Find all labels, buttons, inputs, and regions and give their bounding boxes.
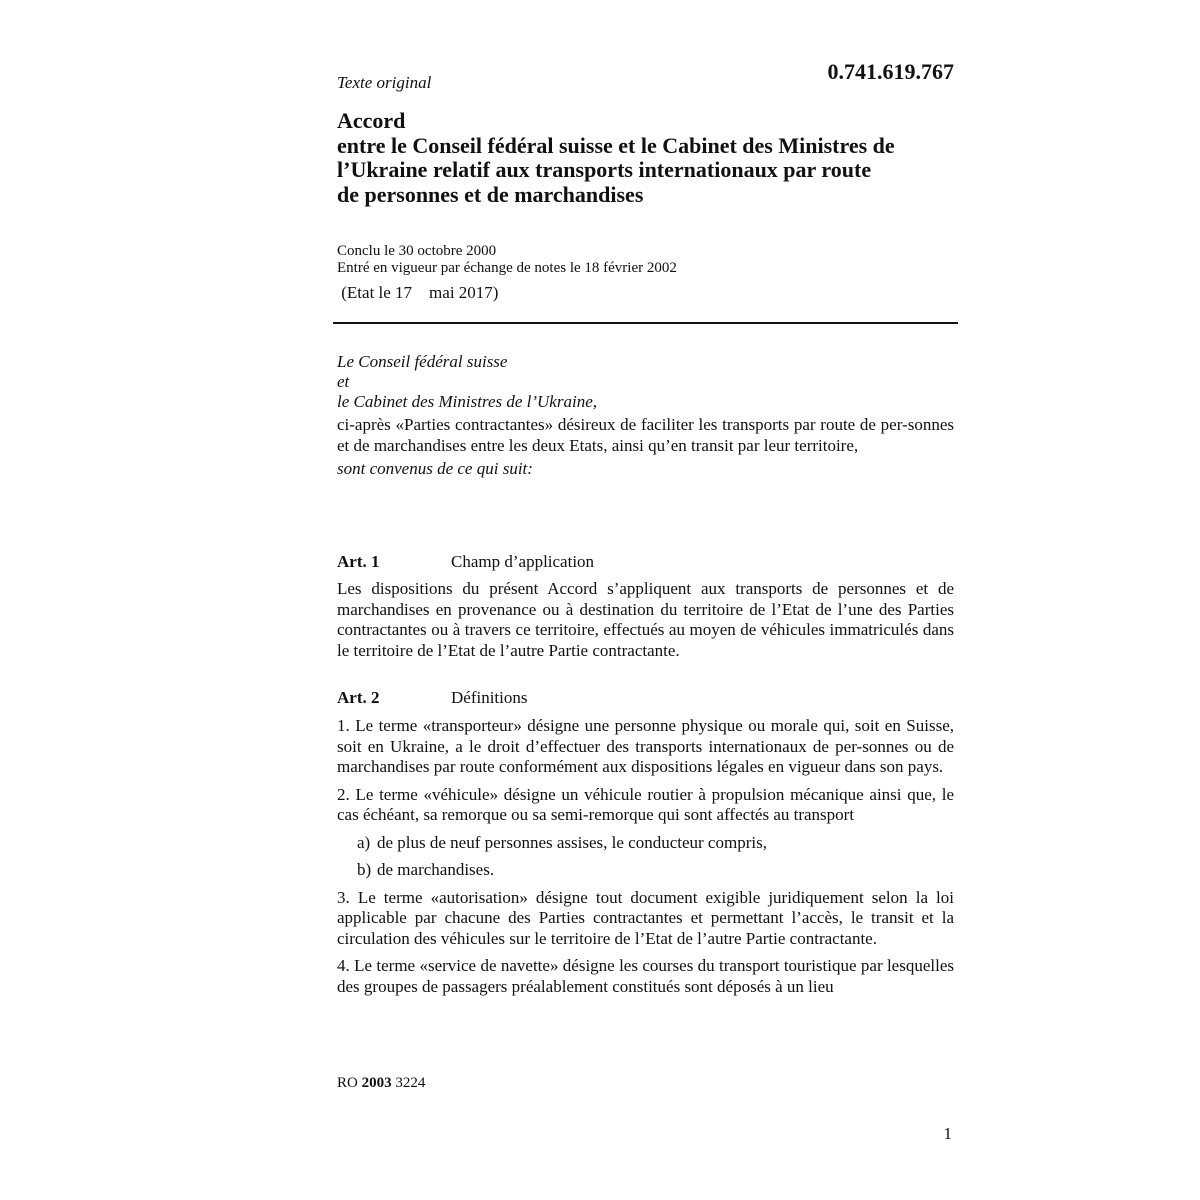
entry-into-force: Entré en vigueur par échange de notes le 18 février 2002: [337, 260, 677, 276]
texte-original-label: Texte original: [337, 73, 432, 92]
preamble-convenus: sont convenus de ce qui suit:: [337, 459, 533, 478]
article-2-paragraph-2: 2. Le terme «véhicule» désigne un véhicule routier à propulsion mécanique ainsi que, le cas échéant, sa remorque ou sa semi-remorque qui sont affectés au transport: [337, 784, 954, 824]
document-number: 0.741.619.767: [827, 59, 954, 84]
article-1-title: Champ d’application: [451, 552, 595, 571]
state-date: (Etat le 17 mai 2017): [337, 283, 499, 302]
horizontal-rule: [333, 322, 958, 324]
list-item-text: de marchandises.: [377, 860, 495, 879]
ro-year: 2003: [361, 1075, 392, 1091]
article-2-number: Art. 2: [337, 688, 380, 707]
article-2-content: [337, 716, 954, 997]
article-2-title: Définitions: [451, 688, 528, 707]
ro-reference: [337, 1075, 425, 1092]
page-number: 1: [943, 1124, 952, 1143]
article-2-heading: [337, 688, 954, 710]
title-line-3: l’Ukraine relatif aux transports internationaux par route: [337, 157, 872, 182]
list-item-label: a): [357, 832, 371, 852]
article-1-number: Art. 1: [337, 552, 380, 571]
document-title: [337, 109, 962, 207]
list-item-text: de plus de neuf personnes assises, le conducteur compris,: [377, 832, 767, 852]
article-2: [337, 688, 954, 1004]
conclu-date: Conclu le 30 octobre 2000: [337, 243, 497, 259]
preamble-party-2: le Cabinet des Ministres de l’Ukraine,: [337, 392, 597, 411]
preamble-et: et: [337, 372, 350, 391]
preamble-party-1: Le Conseil fédéral suisse: [337, 352, 508, 371]
document-meta: [337, 243, 677, 277]
article-1-body: Les dispositions du présent Accord s’appliquent aux transports de personnes et de marchandises en provenance ou à destination du territoire de l’Etat de l’une des Parties contractantes ou à travers ce territoire, effectués au moyen de véhicules immatriculés dans le territoire de l’Etat de l’autre Partie contractante.: [337, 579, 954, 660]
preamble-body: ci-après «Parties contractantes» désireux de faciliter les transports par route de per-sonnes et de marchandises entre les deux Etats, ainsi qu’en transit par leur territoire,: [337, 415, 954, 455]
article-1: [337, 552, 954, 661]
article-1-heading: [337, 552, 954, 574]
title-line-4: de personnes et de marchandises: [337, 181, 644, 207]
article-2-paragraph-4: 4. Le terme «service de navette» désigne les courses du transport touristique par lesquelles des groupes de passagers préalablement constitués sont déposés à un lieu: [337, 956, 954, 996]
list-item: [337, 860, 954, 881]
title-line-2: entre le Conseil fédéral suisse et le Cabinet des Ministres de: [337, 132, 895, 158]
preamble: [337, 352, 954, 479]
title-line-1: Accord: [337, 108, 406, 133]
ro-page: 3224: [395, 1075, 426, 1091]
article-2-paragraph-1: 1. Le terme «transporteur» désigne une personne physique ou morale qui, soit en Suisse, soit en Ukraine, a le droit d’effectuer des transports internationaux de per-sonnes ou de marchandises par route conformément aux dispositions légales en vigueur dans son pays.: [337, 716, 954, 776]
list-item-label: b): [357, 860, 372, 879]
list-item: [337, 833, 954, 854]
article-2-paragraph-3: 3. Le terme «autorisation» désigne tout document exigible juridiquement selon la loi applicable par chacune des Parties contractantes et permettant l’accès, le transit et la circulation des véhicules sur le territoire de l’Etat de l’autre Partie contractante.: [337, 887, 954, 948]
ro-prefix: RO: [337, 1075, 358, 1091]
